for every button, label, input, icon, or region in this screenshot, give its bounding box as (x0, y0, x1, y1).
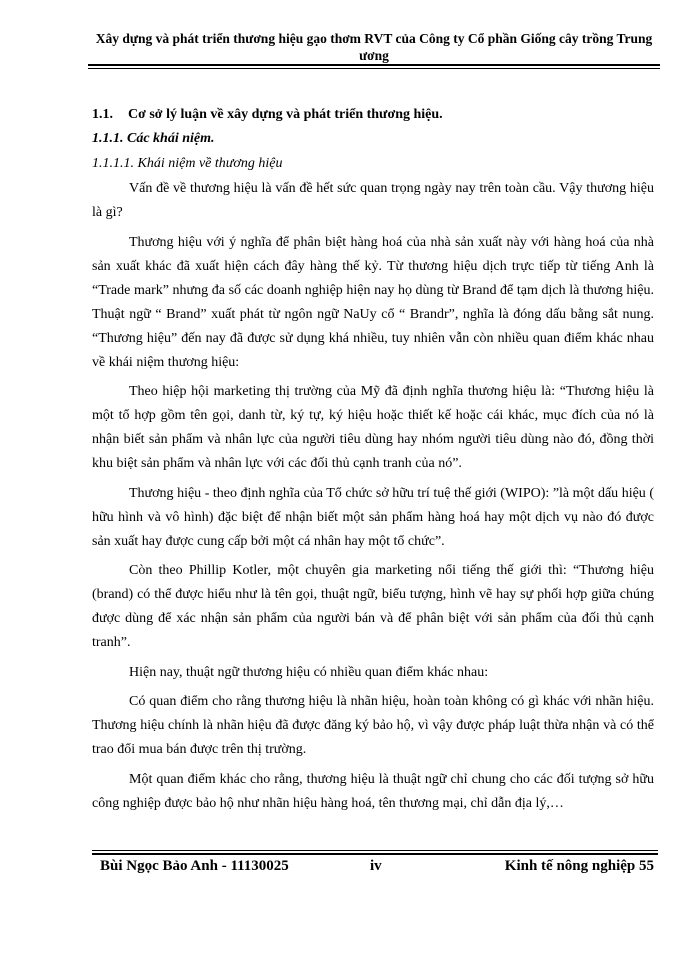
paragraph: Vấn đề về thương hiệu là vấn đề hết sức quan trọng ngày nay trên toàn cầu. Vậy thương hiệu là gì? (92, 181, 654, 220)
paragraph: Thương hiệu - theo định nghĩa của Tổ chức sở hữu trí tuệ thế giới (WIPO): ”là một dấu hiệu ( hữu hình và vô hình) đặc biệt để nhận biết một sản phẩm hàng hoá hay một dịch vụ nào đó được sản xuất hay được cung cấp bởi một cá nhân hay một tổ chức”. (92, 485, 654, 549)
paragraph: Còn theo Phillip Kotler, một chuyên gia marketing nổi tiếng thế giới thì: “Thương hiệu (brand) có thể được hiểu như là tên gọi, thuật ngữ, biểu tượng, hình vẽ hay sự phối hợp giữa chúng được dùng để xác nhận sản phẩm của người bán và để phân biệt với sản phẩm của đối thủ cạnh tranh”. (92, 563, 654, 650)
header-divider-thin (88, 68, 660, 69)
paragraph: Một quan điểm khác cho rằng, thương hiệu là thuật ngữ chỉ chung cho các đối tượng sở hữu công nghiệp được bảo hộ như nhãn hiệu hàng hoá, tên thương mại, chỉ dẫn địa lý,… (92, 771, 654, 811)
footer-divider-thin (92, 850, 658, 851)
paragraph: Có quan điểm cho rằng thương hiệu là nhãn hiệu, hoàn toàn không có gì khác với nhãn hiệu. Thương hiệu chính là nhãn hiệu đã được đăng ký bảo hộ, vì vậy được pháp luật thừa nhận và có thể trao đổi mua bán được trên thị trường. (92, 694, 654, 757)
header-divider-thick (88, 64, 660, 66)
section-title: Cơ sở lý luận về xây dựng và phát triển thương hiệu. (128, 107, 443, 122)
paragraph: Theo hiệp hội marketing thị trường của Mỹ đã định nghĩa thương hiệu là: “Thương hiệu là một tổ hợp gồm tên gọi, danh từ, ký tự, ký hiệu hoặc thiết kế hoặc cái khác, mục đích của nó là nhận biết sản phẩm và nhân lực của người tiêu dùng hay nhóm người tiêu dùng nào đó, đồng thời khu biệt sản phẩm và nhân lực với các đối thủ cạnh tranh của nó”. (92, 384, 654, 471)
footer-page-number: iv (370, 858, 382, 874)
section-number: 1.1. (92, 107, 113, 122)
footer-class-name: Kinh tế nông nghiệp 55 (504, 858, 654, 874)
paragraph: Thương hiệu với ý nghĩa để phân biệt hàng hoá của nhà sản xuất này với hàng hoá của nhà sản xuất khác đã xuất hiện cách đây hàng thế kỷ. Từ thương hiệu dịch trực tiếp từ tiếng Anh là “Trade mark” nhưng đa số các doanh nghiệp hiện nay họ dùng từ Brand để tạm dịch là thương hiệu. Thuật ngữ “ Brand” xuất phát từ ngôn ngữ NaUy cổ “ Brandr”, nghĩa là đóng dấu bằng sắt nung. “Thương hiệu” đến nay đã được sử dụng khá nhiều, tuy nhiên vẫn còn nhiều quan điểm khác nhau về khái niệm thương hiệu: (92, 234, 654, 370)
footer-author: Bùi Ngọc Bảo Anh - 11130025 (100, 858, 289, 874)
paragraph: Hiện nay, thuật ngữ thương hiệu có nhiều quan điểm khác nhau: (129, 664, 489, 680)
subsubsection-heading: 1.1.1.1. Khái niệm về thương hiệu (92, 156, 283, 171)
page-footer (100, 858, 654, 880)
subsection-heading: 1.1.1. Các khái niệm. (92, 131, 215, 146)
page-header-title: Xây dựng và phát triển thương hiệu gạo thơm RVT của Công ty Cổ phần Giống cây trồng Trung ương (95, 31, 653, 63)
footer-divider-thick (92, 853, 658, 855)
document-body (92, 104, 654, 821)
section-heading (92, 104, 654, 126)
